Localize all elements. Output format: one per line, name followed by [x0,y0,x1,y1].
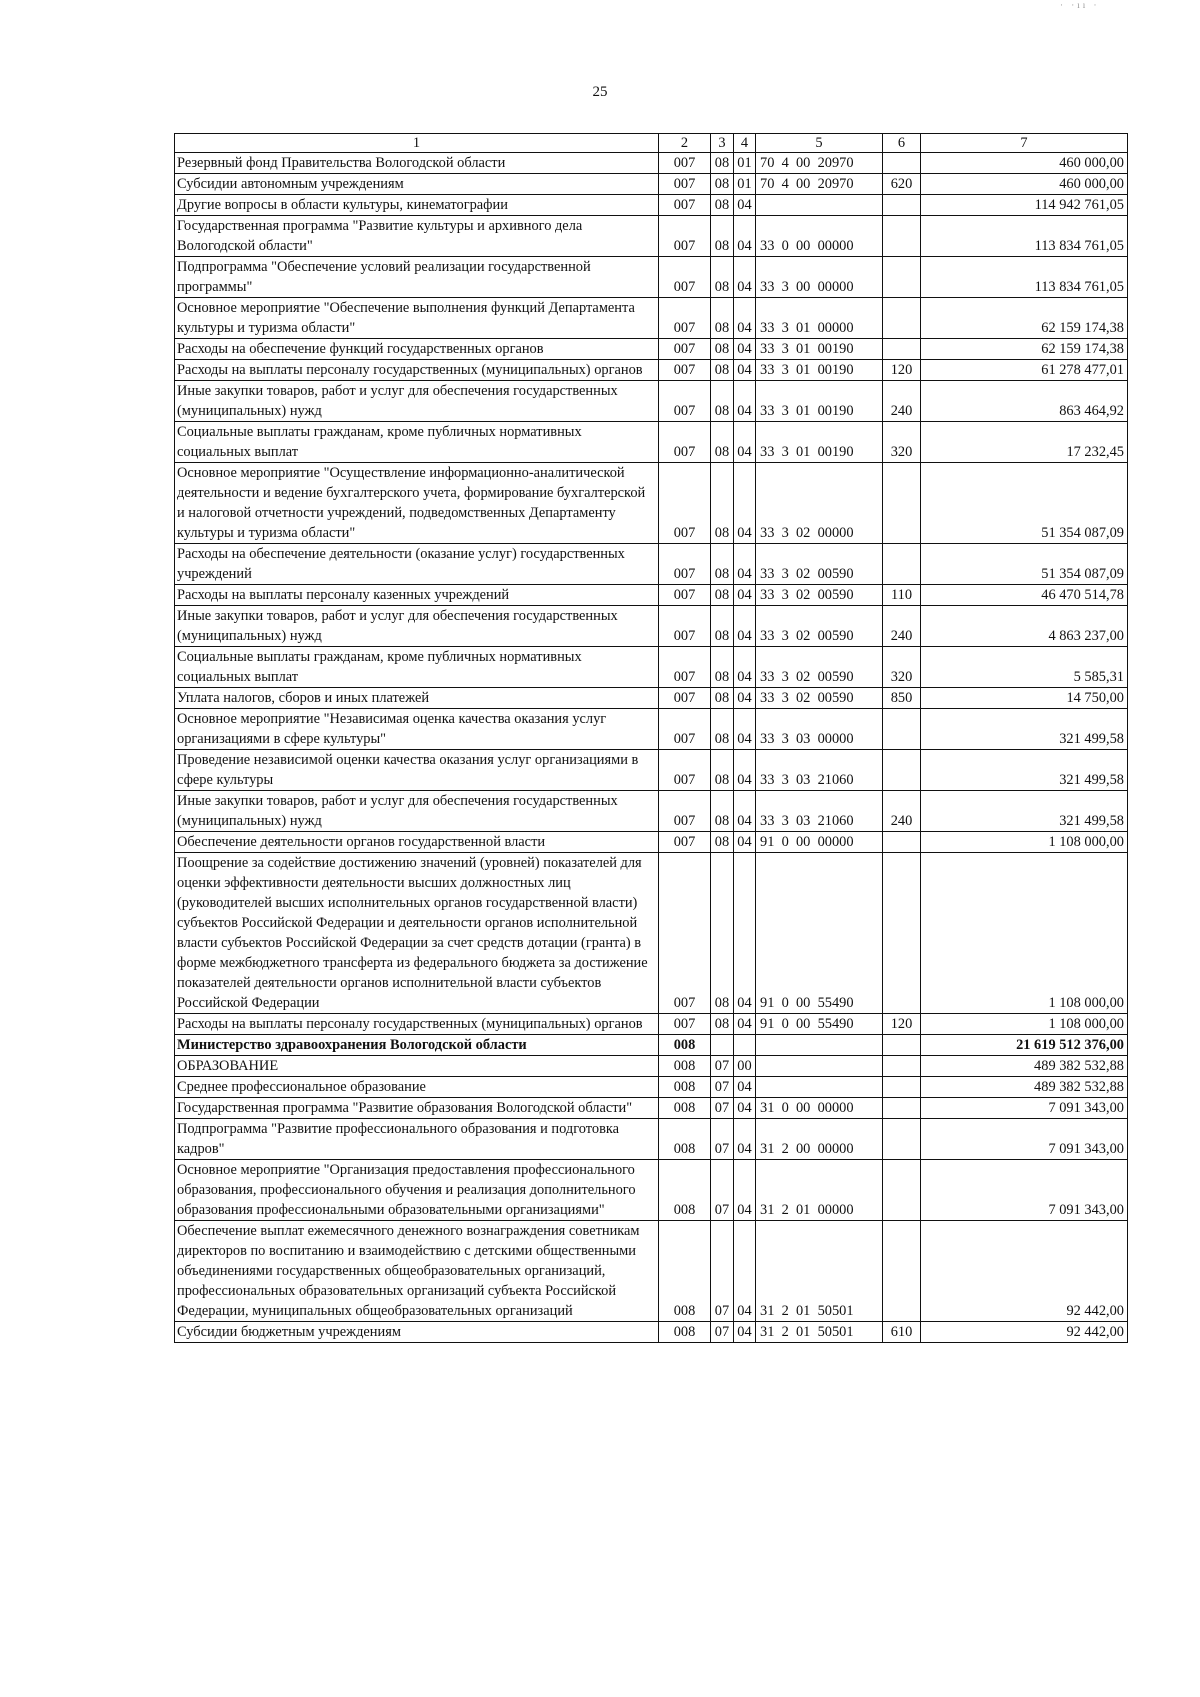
table-row [175,1322,1128,1343]
admin-code-cell: 007 [659,463,711,544]
target-article-cell: 33 3 01 00190 [756,339,883,360]
amount-cell: 51 354 087,09 [921,544,1128,585]
admin-code-cell: 007 [659,544,711,585]
amount-cell: 321 499,58 [921,791,1128,832]
subsection-cell: 01 [734,153,756,174]
row-name-cell: Основное мероприятие "Осуществление информационно-аналитической деятельности и ведение бухгалтерского учета, формирование бухгалтерской и налоговой отчетности учреждений, подведомственных Департаменту культуры и туризма области" [175,463,659,544]
section-cell: 08 [711,791,734,832]
target-article-cell: 91 0 00 00000 [756,832,883,853]
table-row [175,360,1128,381]
section-cell: 08 [711,153,734,174]
section-cell: 07 [711,1077,734,1098]
target-article-cell: 33 3 02 00000 [756,463,883,544]
expense-type-cell [883,832,921,853]
subsection-cell: 04 [734,339,756,360]
amount-cell: 114 942 761,05 [921,195,1128,216]
expense-type-cell [883,298,921,339]
amount-cell: 113 834 761,05 [921,257,1128,298]
section-cell: 07 [711,1322,734,1343]
row-name-cell: Министерство здравоохранения Вологодской области [175,1035,659,1056]
expense-type-cell: 850 [883,688,921,709]
section-cell [711,1035,734,1056]
subsection-cell: 04 [734,1077,756,1098]
table-row [175,647,1128,688]
amount-cell: 61 278 477,01 [921,360,1128,381]
target-article-cell: 33 3 03 00000 [756,709,883,750]
target-article-cell: 31 2 01 00000 [756,1160,883,1221]
subsection-cell: 04 [734,257,756,298]
section-cell: 08 [711,688,734,709]
expense-type-cell [883,1119,921,1160]
expense-type-cell [883,339,921,360]
table-row [175,1160,1128,1221]
admin-code-cell: 007 [659,257,711,298]
amount-cell: 7 091 343,00 [921,1119,1128,1160]
amount-cell: 92 442,00 [921,1221,1128,1322]
amount-cell: 460 000,00 [921,174,1128,195]
admin-code-cell: 007 [659,606,711,647]
row-name-cell: Поощрение за содействие достижению значений (уровней) показателей для оценки эффективности деятельности высших должностных лиц (руководителей высших исполнительных органов государственной власти) субъектов Российской Федерации и деятельности органов исполнительной власти субъектов Российской Федерации за счет средств дотации (гранта) в форме межбюджетного трансферта из федерального бюджета за достижение показателей деятельности органов исполнительной власти субъектов Российской Федерации [175,853,659,1014]
row-name-cell: Субсидии автономным учреждениям [175,174,659,195]
row-name-cell: Государственная программа "Развитие культуры и архивного дела Вологодской области" [175,216,659,257]
row-name-cell: Социальные выплаты гражданам, кроме публичных нормативных социальных выплат [175,422,659,463]
subsection-cell: 04 [734,647,756,688]
admin-code-cell: 007 [659,195,711,216]
admin-code-cell: 008 [659,1098,711,1119]
expense-type-cell [883,1098,921,1119]
target-article-cell [756,1035,883,1056]
target-article-cell [756,1056,883,1077]
subsection-cell: 04 [734,585,756,606]
target-article-cell: 91 0 00 55490 [756,1014,883,1035]
amount-cell: 489 382 532,88 [921,1056,1128,1077]
target-article-cell: 33 3 00 00000 [756,257,883,298]
table-row [175,585,1128,606]
target-article-cell: 31 2 01 50501 [756,1221,883,1322]
header-row [175,134,1128,153]
amount-cell: 62 159 174,38 [921,298,1128,339]
amount-cell: 321 499,58 [921,709,1128,750]
section-cell: 08 [711,750,734,791]
admin-code-cell: 008 [659,1322,711,1343]
subsection-cell: 01 [734,174,756,195]
amount-cell: 7 091 343,00 [921,1098,1128,1119]
table-row [175,688,1128,709]
expense-type-cell [883,1077,921,1098]
admin-code-cell: 008 [659,1077,711,1098]
target-article-cell [756,195,883,216]
amount-cell: 46 470 514,78 [921,585,1128,606]
expense-type-cell: 120 [883,1014,921,1035]
header-cell: 2 [659,134,711,153]
budget-table [174,133,1128,1343]
table-row [175,791,1128,832]
subsection-cell: 04 [734,1014,756,1035]
header-cell: 7 [921,134,1128,153]
section-cell: 08 [711,298,734,339]
row-name-cell: Среднее профессиональное образование [175,1077,659,1098]
target-article-cell [756,1077,883,1098]
admin-code-cell: 007 [659,832,711,853]
section-cell: 07 [711,1056,734,1077]
table-row [175,174,1128,195]
subsection-cell: 04 [734,606,756,647]
expense-type-cell [883,216,921,257]
expense-type-cell [883,153,921,174]
amount-cell: 51 354 087,09 [921,463,1128,544]
admin-code-cell: 007 [659,647,711,688]
admin-code-cell: 008 [659,1119,711,1160]
amount-cell: 1 108 000,00 [921,1014,1128,1035]
table-row [175,339,1128,360]
amount-cell: 92 442,00 [921,1322,1128,1343]
table-row [175,750,1128,791]
target-article-cell: 33 3 01 00190 [756,381,883,422]
target-article-cell: 31 2 00 00000 [756,1119,883,1160]
subsection-cell: 04 [734,1119,756,1160]
amount-cell: 7 091 343,00 [921,1160,1128,1221]
expense-type-cell [883,853,921,1014]
subsection-cell: 04 [734,360,756,381]
admin-code-cell: 007 [659,750,711,791]
target-article-cell: 31 0 00 00000 [756,1098,883,1119]
amount-cell: 1 108 000,00 [921,853,1128,1014]
expense-type-cell [883,1056,921,1077]
row-name-cell: Государственная программа "Развитие образования Вологодской области" [175,1098,659,1119]
admin-code-cell: 007 [659,585,711,606]
amount-cell: 21 619 512 376,00 [921,1035,1128,1056]
table-row [175,216,1128,257]
admin-code-cell: 008 [659,1035,711,1056]
section-cell: 08 [711,174,734,195]
section-cell: 08 [711,544,734,585]
subsection-cell: 04 [734,1098,756,1119]
section-cell: 08 [711,709,734,750]
expense-type-cell: 320 [883,422,921,463]
amount-cell: 489 382 532,88 [921,1077,1128,1098]
header-cell: 3 [711,134,734,153]
admin-code-cell: 007 [659,422,711,463]
section-cell: 08 [711,606,734,647]
target-article-cell: 70 4 00 20970 [756,174,883,195]
admin-code-cell: 007 [659,339,711,360]
section-cell: 08 [711,257,734,298]
row-name-cell: Подпрограмма "Обеспечение условий реализации государственной программы" [175,257,659,298]
row-name-cell: Основное мероприятие "Организация предоставления профессионального образования, профессионального обучения и реализация дополнительного образования профессиональными образовательными организациями" [175,1160,659,1221]
subsection-cell: 04 [734,544,756,585]
amount-cell: 4 863 237,00 [921,606,1128,647]
section-cell: 08 [711,381,734,422]
target-article-cell: 31 2 01 50501 [756,1322,883,1343]
admin-code-cell: 007 [659,216,711,257]
subsection-cell: 04 [734,195,756,216]
table-row [175,1056,1128,1077]
subsection-cell: 04 [734,1221,756,1322]
subsection-cell: 04 [734,853,756,1014]
admin-code-cell: 008 [659,1221,711,1322]
target-article-cell: 70 4 00 20970 [756,153,883,174]
subsection-cell: 04 [734,1160,756,1221]
section-cell: 08 [711,647,734,688]
subsection-cell: 04 [734,688,756,709]
expense-type-cell: 240 [883,381,921,422]
target-article-cell: 33 3 01 00190 [756,422,883,463]
subsection-cell: 00 [734,1056,756,1077]
target-article-cell: 33 3 01 00000 [756,298,883,339]
table-row [175,1221,1128,1322]
section-cell: 08 [711,585,734,606]
table-row [175,381,1128,422]
expense-type-cell: 240 [883,791,921,832]
admin-code-cell: 007 [659,174,711,195]
expense-type-cell: 610 [883,1322,921,1343]
target-article-cell: 33 0 00 00000 [756,216,883,257]
expense-type-cell [883,1160,921,1221]
table-row [175,544,1128,585]
subsection-cell: 04 [734,298,756,339]
target-article-cell: 91 0 00 55490 [756,853,883,1014]
admin-code-cell: 008 [659,1160,711,1221]
section-cell: 08 [711,463,734,544]
subsection-cell [734,1035,756,1056]
row-name-cell: Расходы на выплаты персоналу казенных учреждений [175,585,659,606]
section-cell: 08 [711,360,734,381]
amount-cell: 460 000,00 [921,153,1128,174]
amount-cell: 62 159 174,38 [921,339,1128,360]
section-cell: 08 [711,339,734,360]
table-row [175,463,1128,544]
expense-type-cell [883,1035,921,1056]
amount-cell: 1 108 000,00 [921,832,1128,853]
table-row [175,257,1128,298]
table-row [175,853,1128,1014]
amount-cell: 321 499,58 [921,750,1128,791]
target-article-cell: 33 3 02 00590 [756,606,883,647]
target-article-cell: 33 3 02 00590 [756,585,883,606]
admin-code-cell: 007 [659,853,711,1014]
section-cell: 07 [711,1119,734,1160]
section-cell: 08 [711,832,734,853]
expense-type-cell [883,709,921,750]
subsection-cell: 04 [734,1322,756,1343]
row-name-cell: Уплата налогов, сборов и иных платежей [175,688,659,709]
section-cell: 08 [711,195,734,216]
table-row [175,1098,1128,1119]
row-name-cell: Другие вопросы в области культуры, кинематографии [175,195,659,216]
admin-code-cell: 007 [659,381,711,422]
corner-mark: · ·ıı · [1060,0,1100,10]
expense-type-cell [883,257,921,298]
expense-type-cell [883,195,921,216]
table-row [175,1077,1128,1098]
table-row [175,709,1128,750]
row-name-cell: Расходы на выплаты персоналу государственных (муниципальных) органов [175,360,659,381]
expense-type-cell: 240 [883,606,921,647]
section-cell: 08 [711,422,734,463]
table-row [175,153,1128,174]
header-cell: 4 [734,134,756,153]
subsection-cell: 04 [734,791,756,832]
row-name-cell: ОБРАЗОВАНИЕ [175,1056,659,1077]
admin-code-cell: 007 [659,709,711,750]
row-name-cell: Основное мероприятие "Независимая оценка качества оказания услуг организациями в сфере культуры" [175,709,659,750]
section-cell: 08 [711,853,734,1014]
target-article-cell: 33 3 02 00590 [756,544,883,585]
page-number: 25 [592,84,608,100]
target-article-cell: 33 3 03 21060 [756,750,883,791]
row-name-cell: Расходы на обеспечение деятельности (оказание услуг) государственных учреждений [175,544,659,585]
row-name-cell: Подпрограмма "Развитие профессионального образования и подготовка кадров" [175,1119,659,1160]
target-article-cell: 33 3 01 00190 [756,360,883,381]
table-row [175,298,1128,339]
expense-type-cell: 620 [883,174,921,195]
table-row [175,1035,1128,1056]
expense-type-cell [883,1221,921,1322]
expense-type-cell [883,463,921,544]
row-name-cell: Расходы на обеспечение функций государственных органов [175,339,659,360]
amount-cell: 113 834 761,05 [921,216,1128,257]
table-row [175,1014,1128,1035]
table-row [175,1119,1128,1160]
row-name-cell: Иные закупки товаров, работ и услуг для обеспечения государственных (муниципальных) нужд [175,381,659,422]
expense-type-cell: 120 [883,360,921,381]
amount-cell: 863 464,92 [921,381,1128,422]
row-name-cell: Основное мероприятие "Обеспечение выполнения функций Департамента культуры и туризма области" [175,298,659,339]
header-cell: 6 [883,134,921,153]
subsection-cell: 04 [734,463,756,544]
header-cell: 5 [756,134,883,153]
row-name-cell: Иные закупки товаров, работ и услуг для обеспечения государственных (муниципальных) нужд [175,606,659,647]
section-cell: 07 [711,1160,734,1221]
admin-code-cell: 007 [659,1014,711,1035]
admin-code-cell: 007 [659,153,711,174]
row-name-cell: Резервный фонд Правительства Вологодской области [175,153,659,174]
subsection-cell: 04 [734,216,756,257]
row-name-cell: Социальные выплаты гражданам, кроме публичных нормативных социальных выплат [175,647,659,688]
target-article-cell: 33 3 02 00590 [756,647,883,688]
amount-cell: 14 750,00 [921,688,1128,709]
subsection-cell: 04 [734,422,756,463]
admin-code-cell: 008 [659,1056,711,1077]
admin-code-cell: 007 [659,298,711,339]
table-row [175,606,1128,647]
row-name-cell: Расходы на выплаты персоналу государственных (муниципальных) органов [175,1014,659,1035]
admin-code-cell: 007 [659,688,711,709]
row-name-cell: Обеспечение деятельности органов государственной власти [175,832,659,853]
amount-cell: 17 232,45 [921,422,1128,463]
section-cell: 08 [711,216,734,257]
row-name-cell: Иные закупки товаров, работ и услуг для обеспечения государственных (муниципальных) нужд [175,791,659,832]
subsection-cell: 04 [734,381,756,422]
row-name-cell: Субсидии бюджетным учреждениям [175,1322,659,1343]
expense-type-cell [883,544,921,585]
expense-type-cell [883,750,921,791]
row-name-cell: Обеспечение выплат ежемесячного денежного вознаграждения советникам директоров по воспитанию и взаимодействию с детскими общественными объединениями государственных общеобразовательных организаций, профессиональных образовательных организаций субъекта Российской Федерации, муниципальных общеобразовательных организаций [175,1221,659,1322]
section-cell: 08 [711,1014,734,1035]
subsection-cell: 04 [734,832,756,853]
header-cell: 1 [175,134,659,153]
table-row [175,832,1128,853]
section-cell: 07 [711,1221,734,1322]
admin-code-cell: 007 [659,360,711,381]
subsection-cell: 04 [734,709,756,750]
admin-code-cell: 007 [659,791,711,832]
expense-type-cell: 320 [883,647,921,688]
subsection-cell: 04 [734,750,756,791]
amount-cell: 5 585,31 [921,647,1128,688]
row-name-cell: Проведение независимой оценки качества оказания услуг организациями в сфере культуры [175,750,659,791]
expense-type-cell: 110 [883,585,921,606]
target-article-cell: 33 3 02 00590 [756,688,883,709]
table-row [175,195,1128,216]
target-article-cell: 33 3 03 21060 [756,791,883,832]
table-row [175,422,1128,463]
section-cell: 07 [711,1098,734,1119]
